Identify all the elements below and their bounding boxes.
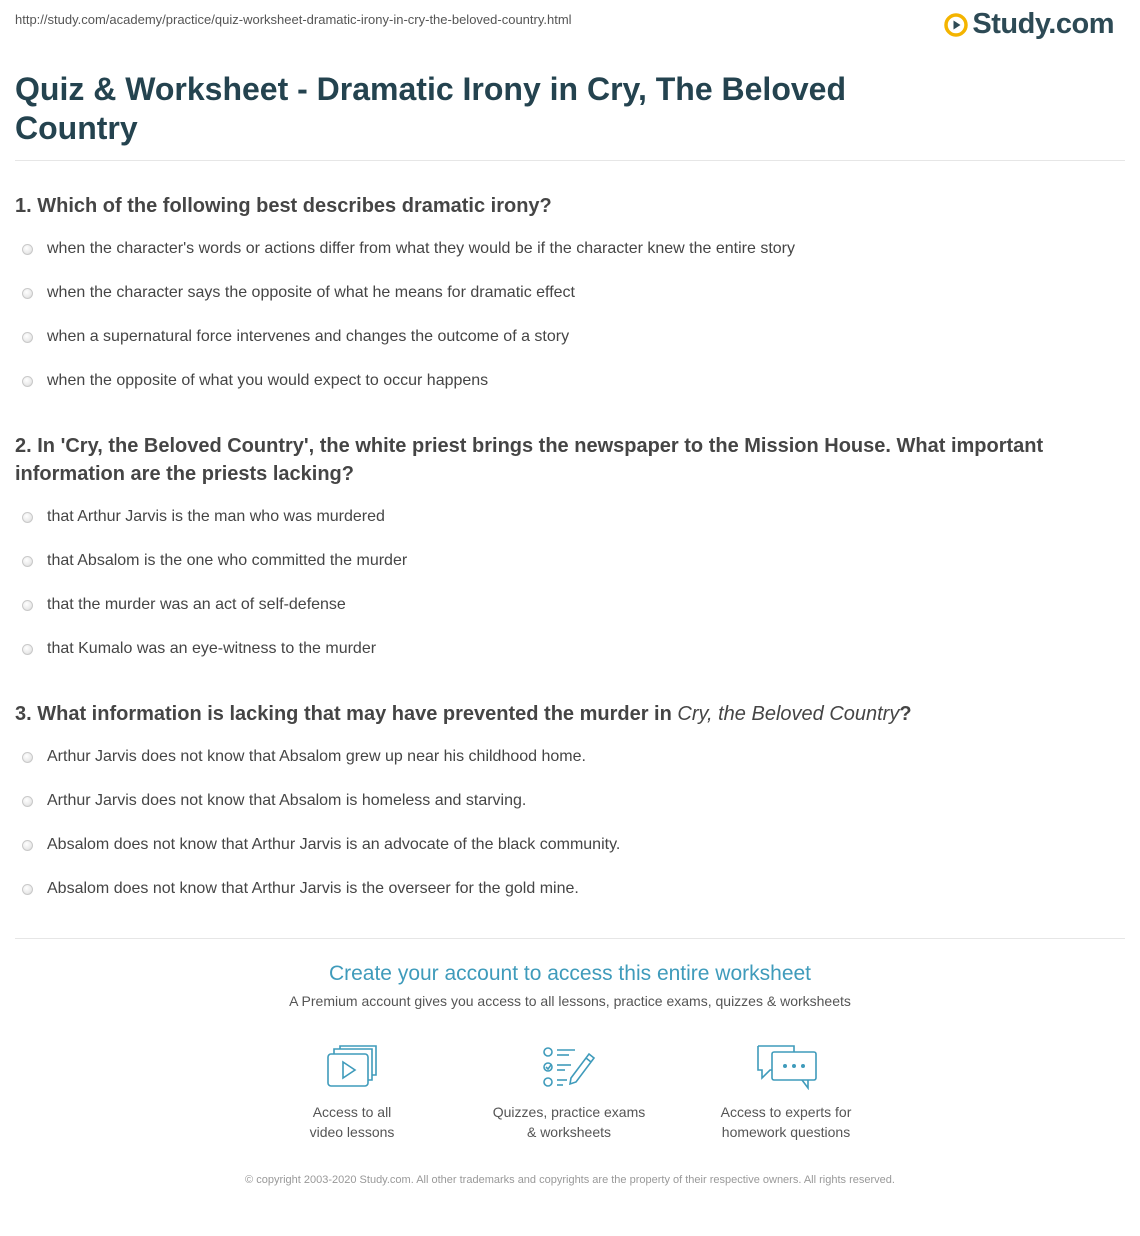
option-text: Absalom does not know that Arthur Jarvis is an advocate of the black community.	[47, 836, 621, 853]
option-text: Absalom does not know that Arthur Jarvis is the overseer for the gold mine.	[47, 880, 579, 897]
study-logo[interactable]	[944, 8, 1114, 41]
radio-button-icon[interactable]	[22, 600, 33, 611]
radio-button-icon[interactable]	[22, 796, 33, 807]
play-circle-icon	[944, 13, 968, 37]
answer-option[interactable]	[22, 326, 569, 348]
option-text: Arthur Jarvis does not know that Absalom is homeless and starving.	[47, 792, 527, 809]
radio-button-icon[interactable]	[22, 556, 33, 567]
question-1: 1. Which of the following best describes dramatic irony?	[15, 195, 552, 217]
feature-label-line: Access to all	[312, 1104, 392, 1120]
radio-button-icon[interactable]	[22, 644, 33, 655]
feature-label-line: Quizzes, practice exams	[492, 1104, 646, 1120]
answer-option[interactable]	[22, 834, 620, 856]
option-text: that the murder was an act of self-defense	[47, 596, 346, 613]
option-text: that Arthur Jarvis is the man who was murdered	[47, 508, 385, 525]
answer-option[interactable]	[22, 878, 579, 900]
answer-option[interactable]	[22, 506, 385, 528]
logo-text: Study.com	[972, 8, 1114, 40]
feature-quizzes	[469, 1044, 669, 1142]
feature-label-line: & worksheets	[526, 1124, 612, 1140]
chat-bubbles-icon	[754, 1044, 818, 1090]
option-text: that Kumalo was an eye-witness to the murder	[47, 640, 377, 657]
answer-option[interactable]	[22, 790, 526, 812]
question-3: 3. What information is lacking that may have prevented the murder in Cry, the Beloved Country?	[15, 703, 912, 725]
option-text: when the opposite of what you would expect to occur happens	[47, 372, 489, 389]
section-divider	[15, 938, 1125, 939]
quiz-checklist-icon	[541, 1044, 597, 1090]
radio-button-icon[interactable]	[22, 752, 33, 763]
create-account-link[interactable]: Create your account to access this entire worksheet	[328, 962, 812, 985]
radio-button-icon[interactable]	[22, 884, 33, 895]
radio-button-icon[interactable]	[22, 244, 33, 255]
question-2: 2. In 'Cry, the Beloved Country', the white priest brings the newspaper to the Mission House. What important information are the priests lacking?	[15, 435, 1044, 485]
radio-button-icon[interactable]	[22, 840, 33, 851]
feature-label-line: homework questions	[721, 1124, 851, 1140]
page-url: http://study.com/academy/practice/quiz-worksheet-dramatic-irony-in-cry-the-beloved-country.html	[15, 12, 572, 27]
copyright-notice: © copyright 2003-2020 Study.com. All other trademarks and copyrights are the property of their respective owners. All rights reserved.	[245, 1174, 895, 1186]
answer-option[interactable]	[22, 638, 376, 660]
feature-experts	[686, 1044, 886, 1142]
answer-option[interactable]	[22, 282, 575, 304]
title-divider	[15, 160, 1125, 161]
cta-subtitle: A Premium account gives you access to all lessons, practice exams, quizzes & worksheets	[289, 993, 851, 1009]
radio-button-icon[interactable]	[22, 376, 33, 387]
feature-video-lessons	[252, 1044, 452, 1142]
option-text: when the character's words or actions differ from what they would be if the character knew the entire story	[47, 240, 796, 257]
feature-label-line: video lessons	[309, 1124, 395, 1140]
feature-label-line: Access to experts for	[720, 1104, 852, 1120]
radio-button-icon[interactable]	[22, 288, 33, 299]
option-text: that Absalom is the one who committed the murder	[47, 552, 408, 569]
answer-option[interactable]	[22, 550, 407, 572]
answer-option[interactable]	[22, 594, 346, 616]
option-text: when a supernatural force intervenes and changes the outcome of a story	[47, 328, 570, 345]
answer-option[interactable]	[22, 370, 488, 392]
radio-button-icon[interactable]	[22, 332, 33, 343]
option-text: when the character says the opposite of what he means for dramatic effect	[47, 284, 575, 301]
answer-option[interactable]	[22, 238, 795, 260]
answer-option[interactable]	[22, 746, 586, 768]
page-title: Quiz & Worksheet - Dramatic Irony in Cry, The Beloved Country	[15, 71, 846, 146]
video-lessons-icon	[326, 1044, 378, 1090]
radio-button-icon[interactable]	[22, 512, 33, 523]
option-text: Arthur Jarvis does not know that Absalom grew up near his childhood home.	[47, 748, 586, 765]
